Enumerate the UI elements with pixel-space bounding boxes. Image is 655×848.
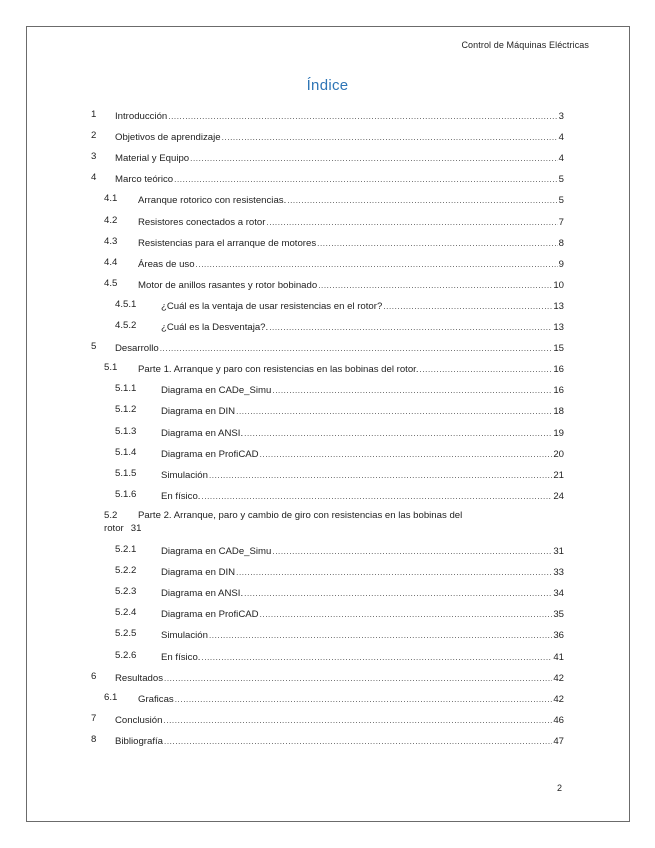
toc-entry-page: 20 [553,448,564,460]
toc-entry[interactable] [138,257,564,271]
toc-entry-number: 4.5.1 [115,298,137,310]
toc-entry[interactable] [161,447,564,461]
toc-entry[interactable] [161,489,564,503]
toc-entry-label: Diagrama en ANSI. [161,588,244,600]
toc-entry-page: 16 [553,385,564,397]
toc-leader-dots [317,238,558,250]
toc-entry-label: Resistencias para el arranque de motores [138,237,317,249]
toc-entry-page: 5 [558,195,564,207]
toc-entry[interactable] [161,383,564,397]
toc-entry-page: 46 [553,714,564,726]
toc-entry-page: 16 [553,364,564,376]
toc-entry-number: 4.1 [104,193,118,205]
toc-entry-number: 4.5.2 [115,320,137,331]
toc-entry-number: 7 [91,712,97,724]
toc-leader-dots [175,694,553,706]
toc-entry-label: En físico. [161,490,201,502]
toc-entry-page: 34 [553,588,564,600]
toc-leader-dots [222,132,558,144]
toc-entry-label: Desarrollo [115,343,159,355]
toc-entry-label: Conclusión [115,714,163,726]
toc-entry-page: 31 [130,522,142,534]
toc-entry-page: 9 [558,258,564,270]
toc-leader-dots [420,364,553,376]
toc-entry-label: Introducción [115,111,168,122]
toc-entry[interactable] [115,713,564,727]
toc-entry[interactable] [161,586,564,600]
toc-leader-dots [201,491,552,503]
toc-entry-page: 24 [553,490,564,502]
toc-entry-page: 42 [553,693,564,705]
toc-entry-number: 1 [91,109,97,120]
toc-entry-page: 35 [553,609,564,621]
toc-leader-dots [164,736,552,748]
toc-entry-page: 19 [553,427,564,439]
toc-entry-page: 3 [558,111,564,122]
toc-leader-dots [209,470,552,482]
toc-leader-dots [196,259,558,271]
toc-entry[interactable] [161,468,564,482]
toc-entry-page: 42 [553,672,564,684]
toc-leader-dots [236,406,552,418]
toc-entry[interactable] [115,130,564,144]
toc-entry-number: 3 [91,151,97,163]
toc-leader-dots [164,673,552,685]
toc-entry[interactable] [161,299,564,313]
toc-entry[interactable] [161,650,564,664]
toc-entry-number: 5.1.6 [115,488,137,500]
toc-entry-page: 7 [558,216,564,228]
toc-entry-number: 5.2.1 [115,544,137,555]
toc-leader-dots [163,715,552,727]
toc-entry-label-continued-text: rotor [104,522,124,534]
toc-entry-label: Marco teórico [115,174,174,186]
toc-entry-number: 5.1.1 [115,383,137,395]
toc-entry-page: 33 [553,567,564,579]
toc-entry-page: 13 [553,300,564,312]
toc-entry-label: En físico. [161,651,201,663]
toc-entry-number: 5.1.5 [115,467,137,479]
toc-entry-page: 47 [553,735,564,747]
toc-entry-number: 5.1.3 [115,425,137,437]
toc-entry-page: 10 [553,279,564,291]
toc-leader-dots [209,630,552,642]
toc-leader-dots [201,652,552,664]
toc-entry[interactable] [161,565,564,579]
toc-entry-label: Áreas de uso [138,258,195,270]
toc-entry[interactable] [161,607,564,621]
toc-entry-label: Diagrama en DIN [161,567,236,579]
toc-entry[interactable] [161,404,564,418]
toc-entry[interactable] [115,172,564,186]
toc-leader-dots [260,609,553,621]
toc-entry[interactable] [161,628,564,642]
toc-entry-number: 6 [91,670,97,682]
running-header: Control de Máquinas Eléctricas [461,40,589,50]
toc-leader-dots [269,322,552,334]
toc-entry-number: 2 [91,130,97,142]
toc-entry-number: 5.2.5 [115,628,137,640]
toc-entry-number: 4 [91,172,97,184]
toc-entry-number: 5.1 [104,362,118,374]
toc-entry-number: 5.2.3 [115,586,137,598]
toc-entry-number: 4.3 [104,235,118,247]
toc-entry[interactable] [138,278,564,292]
toc-entry-label: Simulación [161,630,208,642]
toc-entry-label: Diagrama en ProfiCAD [161,448,259,460]
toc-entry[interactable] [115,734,564,748]
toc-entry-page: 5 [558,174,564,186]
toc-entry[interactable] [138,215,564,229]
toc-entry[interactable] [161,320,564,334]
toc-entry-page: 18 [553,406,564,418]
toc-leader-dots [244,588,552,600]
toc-entry[interactable] [115,341,564,355]
toc-leader-dots [160,343,553,355]
toc-entry-page: 31 [553,546,564,557]
toc-entry-number: 5.1.2 [115,404,137,416]
toc-entry-number: 5.2.2 [115,565,137,577]
toc-entry-number: 5.2.6 [115,649,137,661]
toc-leader-dots [287,195,557,207]
toc-entry-label[interactable]: Parte 2. Arranque, paro y cambio de giro con resistencias en las bobinas del [138,509,463,521]
toc-entry[interactable] [115,671,564,685]
toc-entry[interactable] [138,236,564,250]
toc-leader-dots [272,385,552,397]
toc-leader-dots [244,428,552,440]
toc-entry-label: Simulación [161,469,208,481]
toc-entry[interactable] [161,544,564,558]
toc-leader-dots [266,217,557,229]
toc-leader-dots [318,280,552,292]
toc-entry-number: 6.1 [104,691,118,703]
toc-entry-label: Material y Equipo [115,153,190,165]
toc-entry[interactable] [115,151,564,165]
toc-entry-label: Motor de anillos rasantes y rotor bobinado [138,279,318,291]
toc-entry-number: 8 [91,733,97,745]
toc-entry-label-continued[interactable] [104,523,141,535]
toc-leader-dots [190,153,558,165]
toc-entry-label: ¿Cuál es la ventaja de usar resistencias en el rotor? [161,300,383,312]
toc-entry-label: Resistores conectados a rotor [138,216,266,228]
toc-entry-page: 4 [558,153,564,165]
toc-entry-label: Diagrama en ANSI. [161,427,244,439]
toc-entry-page: 21 [553,469,564,481]
toc-entry-label: Resultados [115,672,163,684]
toc-entry-number: 5.2.4 [115,607,137,619]
toc-entry-number: 4.4 [104,256,118,268]
toc-entry-number: 4.2 [104,214,118,226]
toc-leader-dots [168,111,557,123]
toc-entry-label: Arranque rotorico con resistencias. [138,195,287,207]
toc-entry-label: ¿Cuál es la Desventaja?. [161,322,269,333]
toc-entry[interactable] [115,109,564,123]
toc-entry[interactable] [138,362,564,376]
toc-leader-dots [236,567,552,579]
toc-leader-dots [383,301,552,313]
toc-leader-dots [174,174,558,186]
toc-entry-page: 36 [553,630,564,642]
toc-leader-dots [260,449,553,461]
toc-entry-page: 4 [558,132,564,144]
toc-entry-page: 8 [558,237,564,249]
page-number: 2 [556,783,562,793]
toc-entry-label: Parte 1. Arranque y paro con resistencias en las bobinas del rotor. [138,364,419,376]
toc-entry-label: Diagrama en CADe_Simu [161,546,272,557]
toc-entry-label: Diagrama en DIN [161,406,236,418]
toc-entry-label: Bibliografía [115,735,163,747]
toc-entry-page: 41 [553,651,564,663]
toc-entry-page: 15 [553,343,564,355]
toc-entry[interactable] [138,193,564,207]
toc-entry-label: Diagrama en CADe_Simu [161,385,272,397]
toc-entry[interactable] [138,692,564,706]
toc-entry-label: Diagrama en ProfiCAD [161,609,259,621]
toc-entry-number: 5.1.4 [115,446,137,458]
toc-title: Índice [306,77,349,94]
toc-entry-number: 4.5 [104,277,118,289]
toc-leader-dots [272,546,552,558]
toc-entry-label: Objetivos de aprendizaje [115,132,221,144]
toc-entry-number: 5 [91,341,97,353]
toc-entry-label: Graficas [138,693,174,705]
toc-entry[interactable] [161,426,564,440]
toc-entry-page: 13 [553,322,564,333]
toc-entry-number: 5.2 [104,509,118,521]
